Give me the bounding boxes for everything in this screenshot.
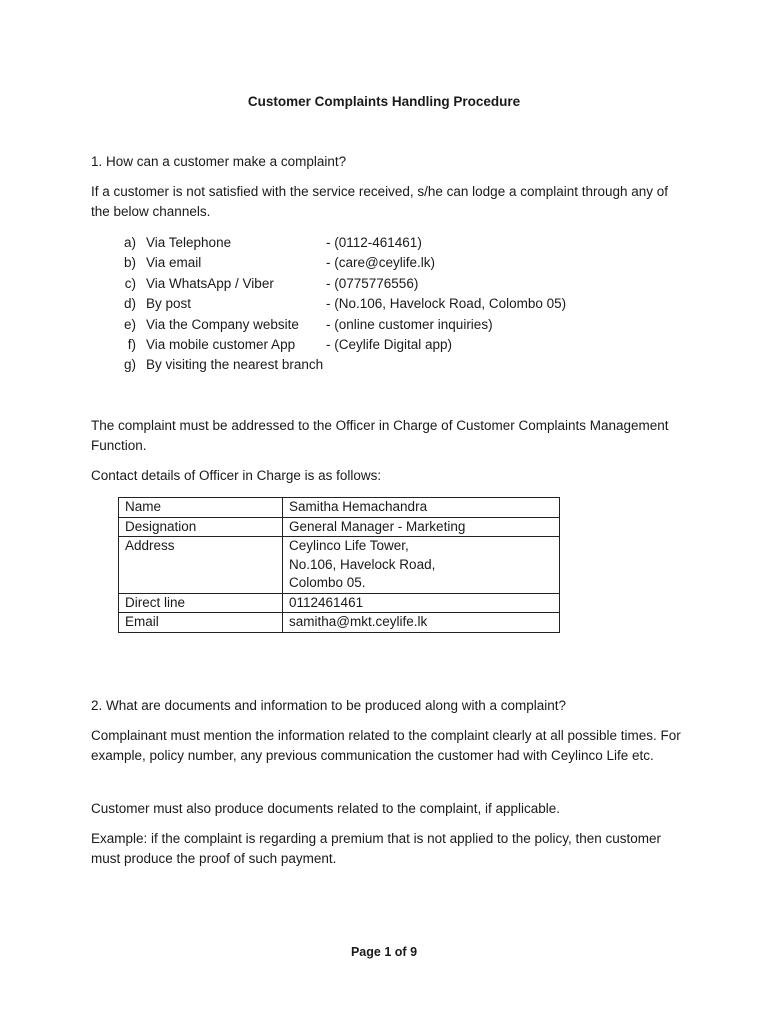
table-cell-label: Address <box>119 537 283 594</box>
list-marker: f) <box>127 336 136 352</box>
table-cell-label: Name <box>119 498 283 518</box>
list-marker: b) <box>123 255 136 271</box>
list-item <box>91 335 651 355</box>
table-row <box>119 537 560 594</box>
page-word: Page <box>350 945 381 959</box>
table-cell-label: Designation <box>119 517 283 537</box>
paragraph-channels-intro: If a customer is not satisfied with the service received, s/he can lodge a complaint through any of the below channels. <box>91 184 669 219</box>
channel-label: Via mobile customer App <box>146 336 296 352</box>
list-marker: e) <box>123 316 136 332</box>
paragraph-contact-intro: Contact details of Officer in Charge is as follows: <box>91 468 382 483</box>
list-marker: g) <box>123 357 136 373</box>
address-line: Ceylinco Life Tower, <box>289 538 409 553</box>
address-line: No.106, Havelock Road, <box>289 556 436 572</box>
paragraph-officer-in-charge: The complaint must be addressed to the Officer in Charge of Customer Complaints Management Function. <box>91 418 669 453</box>
channel-value: - (0775776556) <box>326 275 419 291</box>
channel-label: Via Telephone <box>146 235 232 250</box>
list-item <box>91 233 651 253</box>
list-item <box>91 294 651 314</box>
table-cell-label: Email <box>119 613 283 633</box>
page-number: 1 <box>384 945 392 959</box>
document-title: Customer Complaints Handling Procedure <box>247 94 521 109</box>
list-item <box>91 253 651 273</box>
list-item <box>91 355 651 375</box>
paragraph-example: Example: if the complaint is regarding a premium that is not applied to the policy, then customer must produce the proof of such payment. <box>91 831 662 866</box>
table-row <box>119 498 560 518</box>
channel-value: - (0112-461461) <box>326 235 422 250</box>
table-cell-value <box>283 537 560 594</box>
table-cell-value: Samitha Hemachandra <box>283 498 560 518</box>
table-row <box>119 517 560 537</box>
table-cell-label: Direct line <box>119 593 283 613</box>
list-marker: d) <box>123 296 136 312</box>
list-item <box>91 315 651 335</box>
channel-label: Via email <box>146 255 202 271</box>
channel-value: - (online customer inquiries) <box>326 316 493 332</box>
channels-list <box>91 233 651 376</box>
question-2-heading: 2. What are documents and information to be produced along with a complaint? <box>91 698 567 713</box>
paragraph-information-required: Complainant must mention the information related to the complaint clearly at all possible times. For example, policy number, any previous communication the customer had with Ceylinco Life etc. <box>91 728 681 763</box>
table-cell-value: 0112461461 <box>283 593 560 613</box>
table-cell-value: samitha@mkt.ceylife.lk <box>283 613 560 633</box>
table-cell-value: General Manager - Marketing <box>283 517 560 537</box>
page-footer <box>0 942 768 962</box>
list-marker: a) <box>123 235 136 250</box>
channel-value: - (care@ceylife.lk) <box>326 255 435 271</box>
table-row <box>119 613 560 633</box>
contact-details-table <box>118 497 560 633</box>
list-item <box>91 274 651 294</box>
of-word: of <box>394 945 407 959</box>
channel-label: Via WhatsApp / Viber <box>146 275 274 291</box>
channel-label: By visiting the nearest branch <box>146 357 324 373</box>
channel-value: - (No.106, Havelock Road, Colombo 05) <box>326 296 567 312</box>
list-marker: c) <box>124 275 136 291</box>
table-row <box>119 593 560 613</box>
channel-value: - (Ceylife Digital app) <box>326 336 453 352</box>
question-1-heading: 1. How can a customer make a complaint? <box>91 154 347 169</box>
page-total: 9 <box>410 945 418 959</box>
address-line: Colombo 05. <box>289 575 366 590</box>
channel-label: Via the Company website <box>146 316 299 332</box>
paragraph-documents-required: Customer must also produce documents related to the complaint, if applicable. <box>91 801 560 816</box>
channel-label: By post <box>146 296 192 312</box>
